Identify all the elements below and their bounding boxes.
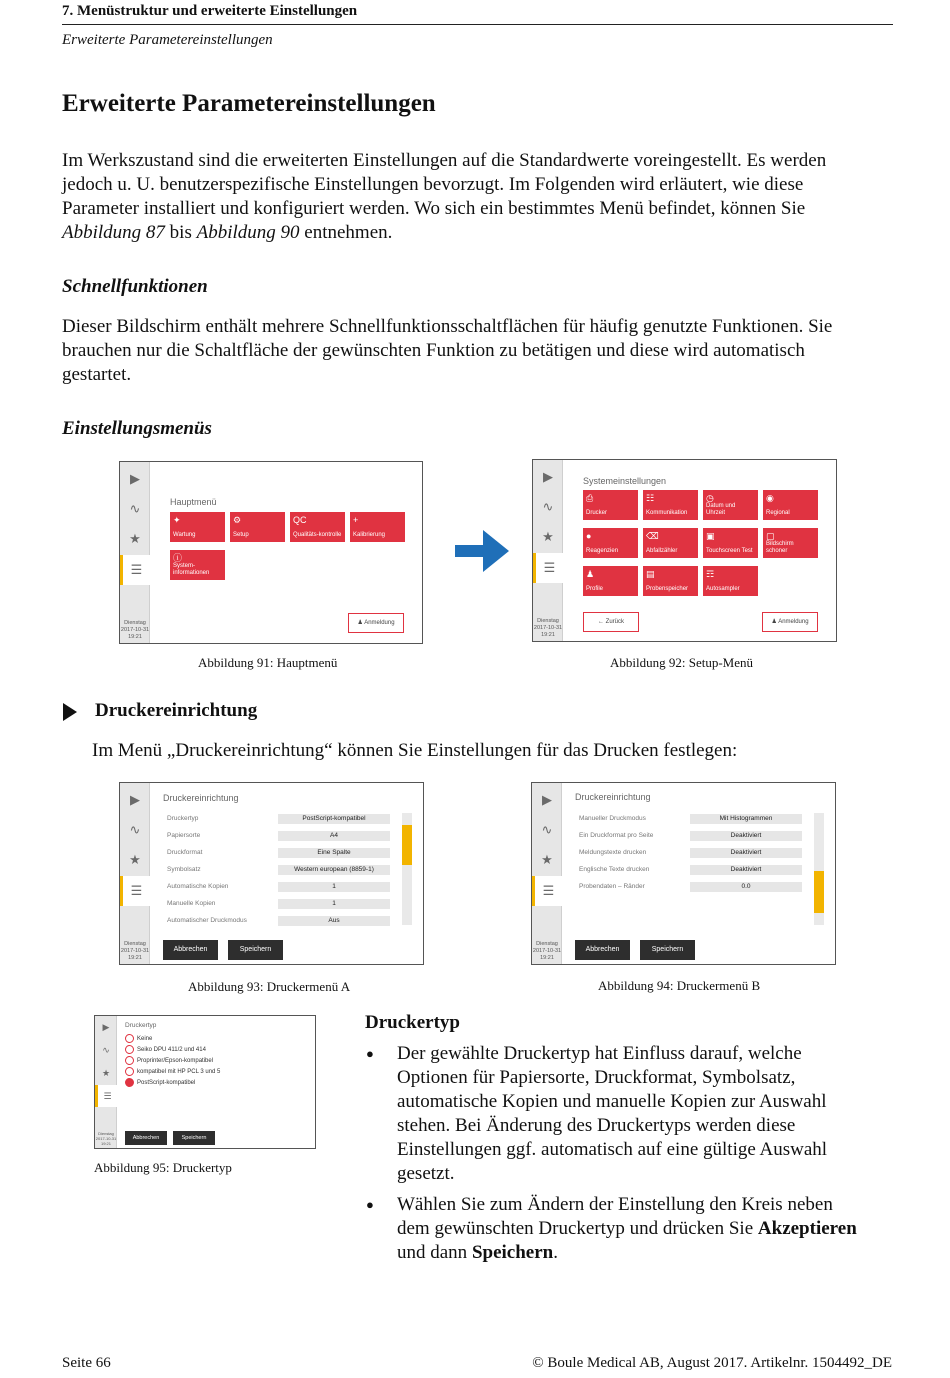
tile-label: Autosampler (706, 586, 740, 592)
menu-icon[interactable]: ☰ (532, 876, 562, 906)
screen-title: Druckereinrichtung (163, 793, 239, 803)
chart-icon[interactable]: ∿ (129, 501, 141, 516)
chart-icon[interactable]: ∿ (541, 822, 553, 837)
device-datetime: Dienstag 2017-10-31 19:21 (533, 618, 563, 638)
tile-systeminfo[interactable] (170, 550, 225, 580)
device-datetime: Dienstag 2017-10-31 19:21 (120, 620, 150, 640)
star-icon[interactable]: ★ (129, 531, 141, 546)
network-icon: ☷ (646, 493, 655, 503)
back-button[interactable] (583, 612, 639, 632)
login-button[interactable] (762, 612, 818, 632)
chart-icon[interactable]: ∿ (542, 499, 554, 514)
bullet-2-text: und dann (397, 1242, 472, 1263)
star-icon[interactable]: ★ (541, 852, 553, 867)
bullet-2-period: . (553, 1242, 558, 1263)
figure-92-caption: Abbildung 92: Setup-Menü (610, 655, 753, 670)
page-number: Seite 66 (62, 1355, 111, 1371)
cancel-button[interactable]: Abbrechen (125, 1131, 167, 1145)
arrow-right-icon (453, 526, 511, 576)
device-sidebar (120, 462, 150, 643)
option-label: Keine (137, 1036, 153, 1043)
druckertyp-heading: Druckertyp (365, 1012, 460, 1033)
play-icon[interactable]: ▶ (542, 792, 552, 807)
tile-label: Drucker (586, 510, 608, 516)
row-value-papiersorte[interactable]: A4 (278, 831, 390, 841)
page-title: Erweiterte Parametereinstellungen (62, 90, 436, 117)
row-value-autokopien[interactable]: 1 (278, 882, 390, 892)
row-label-autokopien: Automatische Kopien (167, 883, 229, 890)
tile-kalibrierung[interactable] (350, 512, 405, 542)
option-label: PostScript-kompatibel (137, 1080, 196, 1087)
plus-icon: + (353, 515, 359, 525)
tile-label: Regional (766, 510, 790, 516)
tile-qc[interactable] (290, 512, 345, 542)
globe-icon: ◉ (766, 493, 774, 503)
bullet-1-line: gesetzt. (397, 1163, 455, 1184)
schnell-paragraph (62, 315, 894, 387)
row-value-englischetexte[interactable]: Deaktiviert (690, 865, 802, 875)
bullet-1-line: Einstellungen ggf. automatisch auf eine gültige Auswahl (397, 1139, 828, 1160)
bullet-1-line: Der gewählte Druckertyp hat Einfluss darauf, welche (397, 1043, 802, 1064)
figure-ref-87[interactable]: Abbildung 87 (62, 222, 165, 243)
tile-profile[interactable] (583, 566, 638, 596)
scrollbar[interactable] (814, 813, 824, 925)
bullet-1-line: Optionen für Papiersorte, Druckformat, Symbolsatz, (397, 1067, 796, 1088)
device-sidebar (533, 460, 563, 641)
device-sidebar (532, 783, 562, 964)
row-value-meldungstexte[interactable]: Deaktiviert (690, 848, 802, 858)
tile-datum[interactable] (703, 490, 758, 520)
play-icon[interactable]: ▶ (102, 1022, 110, 1032)
play-icon[interactable]: ▶ (130, 792, 140, 807)
tile-label: Probenspeicher (646, 586, 689, 592)
row-label-meldungstexte: Meldungstexte drucken (579, 849, 647, 856)
tile-wartung[interactable] (170, 512, 225, 542)
device-datetime: Dienstag 2017-10-31 19:21 (120, 941, 150, 961)
row-value-autodruckmodus[interactable]: Aus (278, 916, 390, 926)
row-label-raender: Probendaten – Ränder (579, 883, 645, 890)
gears-icon: ⚙ (233, 515, 242, 525)
figure-95-caption: Abbildung 95: Druckertyp (94, 1160, 232, 1175)
figure-92-screen (532, 459, 837, 642)
figure-95-screen (94, 1015, 316, 1149)
row-value-manuellerdruckmodus[interactable]: Mit Histogrammen (690, 814, 802, 824)
bullet-2-line: Wählen Sie zum Ändern der Einstellung den Kreis neben (397, 1194, 833, 1215)
tile-label: Datum und Uhrzeit (706, 503, 736, 516)
back-arrow-icon: ← (597, 619, 604, 625)
row-label-manuellekopien: Manuelle Kopien (167, 900, 216, 907)
tile-probenspeicher[interactable] (643, 566, 698, 596)
druckertyp-bullet-1 (397, 1042, 897, 1186)
menu-icon[interactable]: ☰ (533, 553, 563, 583)
triangle-bullet-icon (63, 703, 77, 721)
printer-icon: ⎙ (586, 493, 594, 503)
option-postscript[interactable] (125, 1078, 195, 1087)
tile-label: System-informationen (173, 563, 210, 576)
tile-label: Kommunikation (646, 510, 688, 516)
druckertyp-bullet-2 (397, 1193, 897, 1265)
save-button[interactable]: Speichern (228, 940, 283, 960)
scroll-thumb[interactable] (814, 871, 824, 913)
akzeptieren-term: Akzeptieren (757, 1218, 857, 1239)
tile-kommunikation[interactable] (643, 490, 698, 520)
intro-line-4 (62, 221, 894, 245)
intro-end: entnehmen. (299, 222, 393, 243)
radio-icon[interactable] (125, 1034, 134, 1043)
bullet-1-line: automatische Kopien und manuelle Kopien zur Auswahl (397, 1091, 827, 1112)
users-icon: ♟ (586, 569, 595, 579)
row-label-autodruckmodus: Automatischer Druckmodus (167, 917, 247, 924)
clock-icon: ◷ (706, 493, 714, 503)
login-label: Anmeldung (778, 619, 809, 625)
radio-icon[interactable] (125, 1045, 134, 1054)
login-button[interactable] (348, 613, 404, 633)
bullet-dot: ● (366, 1046, 374, 1061)
druckereinrichtung-intro: Im Menü „Druckereinrichtung“ können Sie Einstellungen für das Drucken festlegen: (92, 740, 738, 761)
bullet-1-line: stehen. Bei Änderung des Druckertyps werden diese (397, 1115, 796, 1136)
row-value-druckformatproseite[interactable]: Deaktiviert (690, 831, 802, 841)
star-icon[interactable]: ★ (129, 852, 141, 867)
figure-ref-90[interactable]: Abbildung 90 (196, 222, 300, 243)
intro-mid: bis (164, 222, 197, 243)
device-sidebar (95, 1016, 117, 1148)
option-label: Proprinter/Epson-kompatibel (137, 1058, 214, 1065)
tile-label: Wartung (173, 532, 196, 538)
login-label: Anmeldung (364, 620, 395, 626)
tile-setup[interactable] (230, 512, 285, 542)
tile-regional[interactable] (763, 490, 818, 520)
screen-title: Druckereinrichtung (575, 792, 651, 802)
cancel-button[interactable]: Abbrechen (575, 940, 630, 960)
menu-icon[interactable]: ☰ (120, 876, 150, 906)
save-button[interactable]: Speichern (640, 940, 695, 960)
row-label-papiersorte: Papiersorte (167, 832, 201, 839)
screen-title: Systemeinstellungen (583, 476, 667, 486)
option-seiko[interactable] (125, 1045, 206, 1054)
intro-line-1: Im Werkszustand sind die erweiterten Einstellungen auf die Standardwerte voreingestellt. Es werden (62, 150, 827, 171)
tile-label: Qualitäts-kontrolle (293, 532, 342, 538)
option-label: kompatibel mit HP PCL 3 und 5 (137, 1069, 221, 1076)
speichern-term: Speichern (471, 1242, 554, 1263)
tile-touchscreen[interactable] (703, 528, 758, 558)
tile-reagenzien[interactable] (583, 528, 638, 558)
device-datetime: Dienstag 2017-10-31 19:21 (95, 1131, 117, 1146)
row-value-symbolsatz[interactable]: Western european (8859-1) (278, 865, 390, 875)
screen-icon: ▢ (766, 531, 775, 541)
tile-label: Abfallzähler (646, 548, 678, 554)
header-rule (62, 24, 893, 25)
schnell-heading: Schnellfunktionen (62, 276, 208, 297)
menu-icon[interactable]: ☰ (95, 1085, 117, 1107)
chart-icon[interactable]: ∿ (102, 1045, 110, 1055)
row-label-druckformat: Druckformat (167, 849, 203, 856)
tile-label: Bildschirm schoner (766, 541, 794, 554)
option-hp-pcl[interactable] (125, 1067, 220, 1076)
cancel-button[interactable]: Abbrechen (163, 940, 218, 960)
option-proprinter[interactable] (125, 1056, 213, 1065)
figure-94-caption: Abbildung 94: Druckermenü B (598, 978, 761, 993)
row-label-englischetexte: Englische Texte drucken (579, 866, 650, 873)
tile-label: Reagenzien (586, 548, 619, 554)
trash-icon: ⌫ (646, 531, 659, 541)
storage-icon: ▤ (646, 569, 655, 579)
qc-icon: QC (293, 515, 307, 525)
figure-91-caption: Abbildung 91: Hauptmenü (198, 655, 338, 670)
row-label-druckertyp: Druckertyp (167, 815, 199, 822)
figure-91-screen (119, 461, 423, 644)
row-label-druckformatproseite: Ein Druckformat pro Seite (579, 832, 654, 839)
scroll-thumb[interactable] (402, 825, 412, 865)
bullet-2-line (397, 1217, 897, 1241)
screen-title: Hauptmenü (170, 497, 217, 507)
einstellungsmenus-heading: Einstellungsmenüs (62, 418, 212, 439)
device-datetime: Dienstag 2017-10-31 19:21 (532, 941, 562, 961)
back-label: Zurück (605, 619, 624, 625)
intro-line-3: Parameter installiert und konfiguriert werden. Wo sich ein bestimmtes Menü befindet, können Sie (62, 198, 806, 219)
figure-94-screen (531, 782, 836, 965)
tile-label: Kalibrierung (353, 532, 386, 538)
druckereinrichtung-heading: Druckereinrichtung (95, 700, 258, 721)
row-value-druckformat[interactable]: Eine Spalte (278, 848, 390, 858)
chart-icon[interactable]: ∿ (129, 822, 141, 837)
scrollbar[interactable] (402, 813, 412, 925)
row-label-manuellerdruckmodus: Manueller Druckmodus (579, 815, 646, 822)
tile-label: Setup (233, 532, 249, 538)
touch-icon: ▣ (706, 531, 715, 541)
radio-icon[interactable] (125, 1056, 134, 1065)
radio-icon[interactable] (125, 1067, 134, 1076)
intro-paragraph (62, 149, 894, 245)
star-icon[interactable]: ★ (542, 529, 554, 544)
schnell-line-1: Dieser Bildschirm enthält mehrere Schnellfunktionsschaltflächen für häufig genutzte Funktionen. Sie (62, 316, 833, 337)
save-button[interactable]: Speichern (173, 1131, 215, 1145)
star-icon[interactable]: ★ (101, 1068, 111, 1078)
chapter-header: 7. Menüstruktur und erweiterte Einstellungen (62, 3, 358, 19)
tile-drucker[interactable] (583, 490, 638, 520)
rack-icon: ☶ (706, 569, 715, 579)
figure-93-caption: Abbildung 93: Druckermenü A (188, 979, 351, 994)
footer-copyright: © Boule Medical AB, August 2017. Artikelnr. 1504492_DE (532, 1355, 892, 1371)
row-label-symbolsatz: Symbolsatz (167, 866, 201, 873)
user-icon: ♟ (771, 619, 777, 625)
tile-label: Touchscreen Test (706, 548, 753, 554)
menu-icon[interactable]: ☰ (120, 555, 150, 585)
bullet-2-text: dem gewünschten Druckertyp und drücken Sie (397, 1218, 758, 1239)
schnell-line-3: gestartet. (62, 364, 132, 385)
intro-line-2: jedoch u. U. benutzerspezifische Einstellungen bevorzugt. Im Folgenden wird erläutert, wie diese (62, 174, 804, 195)
play-icon[interactable]: ▶ (543, 469, 553, 484)
row-value-manuellekopien[interactable]: 1 (278, 899, 390, 909)
info-icon: ⓘ (173, 553, 183, 563)
option-label: Seiko DPU 411/2 und 414 (137, 1047, 206, 1054)
user-icon: ♟ (357, 620, 363, 626)
device-sidebar (120, 783, 150, 964)
drop-icon: ● (586, 531, 592, 541)
figure-93-screen (119, 782, 424, 965)
tile-abfall[interactable] (643, 528, 698, 558)
schnell-line-2: brauchen nur die Schaltfläche der gewünschten Funktion zu betätigen und diese wird automatisch (62, 340, 805, 361)
row-value-raender[interactable]: 0.0 (690, 882, 802, 892)
row-value-druckertyp[interactable]: PostScript-kompatibel (278, 814, 390, 824)
bullet-dot: ● (366, 1197, 374, 1212)
option-keine[interactable] (125, 1034, 152, 1043)
wrench-icon: ✦ (173, 515, 181, 525)
bullet-2-line (397, 1241, 897, 1265)
screen-title: Druckertyp (125, 1022, 157, 1029)
radio-selected-icon[interactable] (125, 1078, 134, 1087)
section-header: Erweiterte Parametereinstellungen (62, 32, 273, 48)
tile-label: Profile (586, 586, 604, 592)
tile-autosampler[interactable] (703, 566, 758, 596)
tile-bildschirmschoner[interactable] (763, 528, 818, 558)
play-icon[interactable]: ▶ (130, 471, 140, 486)
